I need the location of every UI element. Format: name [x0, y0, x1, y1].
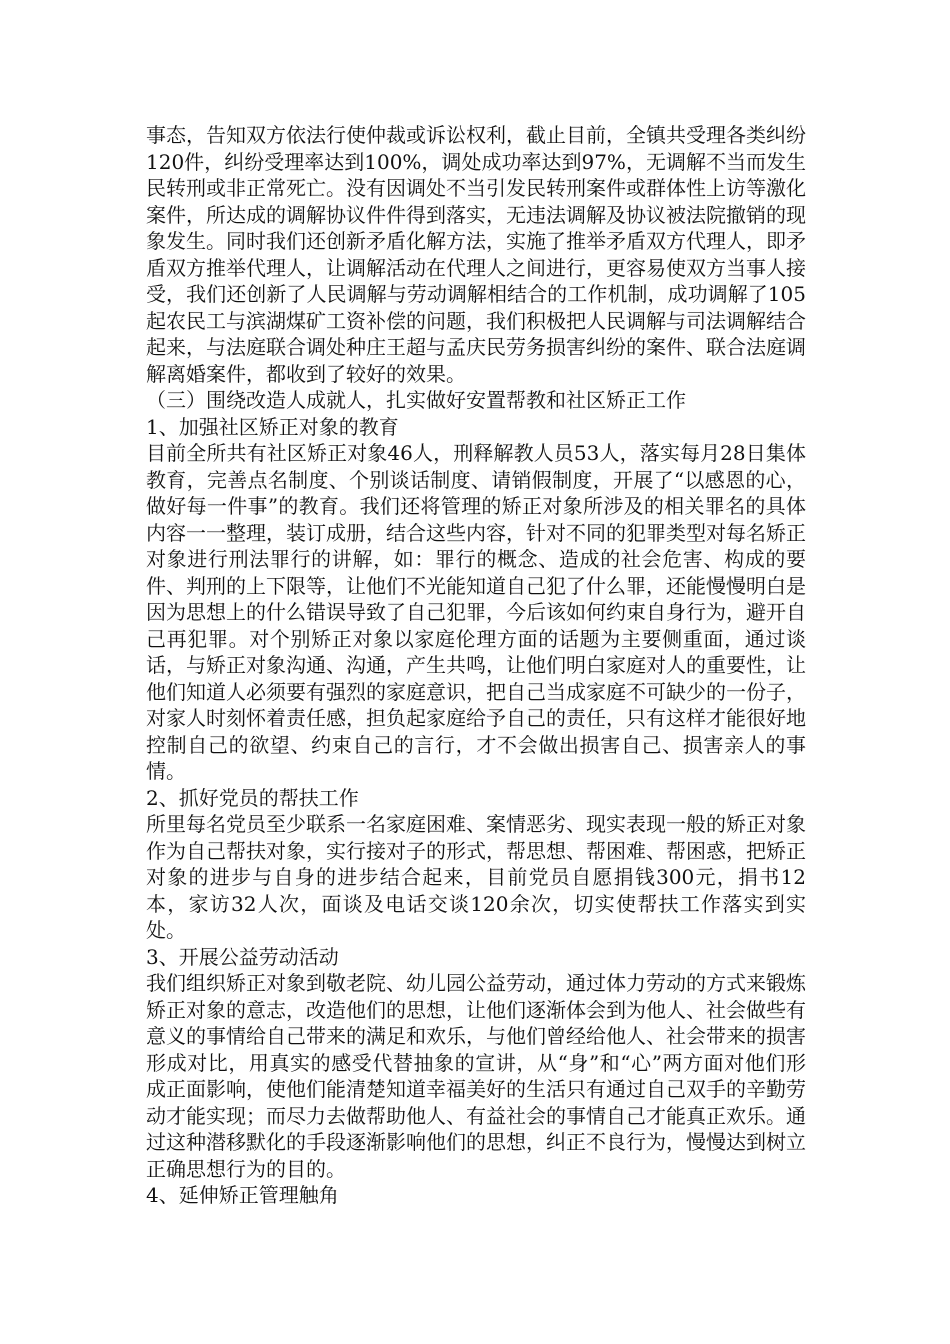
body-paragraph-3: 所里每名党员至少联系一名家庭困难、案情恶劣、现实表现一般的矫正对象作为自己帮扶对象，实行接对子的形式，帮思想、帮困难、帮困惑，把矫正对象的进步与自身的进步结合起来，目前党员自愿捐钱300元，捐书12本，家访32人次，面谈及电话交谈120余次，切实使帮扶工作落实到实处。 [146, 812, 806, 942]
body-paragraph-1: 事态，告知双方依法行使仲裁或诉讼权利，截止目前，全镇共受理各类纠纷120件，纠纷受理率达到100%，调处成功率达到97%，无调解不当而发生民转刑或非正常死亡。没有因调处不当引发民转刑案件或群体性上访等激化案件，所达成的调解协议件件得到落实，无违法调解及协议被法院撤销的现象发生。同时我们还创新矛盾化解方法，实施了推举矛盾双方代理人，即矛盾双方推举代理人，让调解活动在代理人之间进行，更容易使双方当事人接受，我们还创新了人民调解与劳动调解相结合的工作机制，成功调解了105起农民工与滨湖煤矿工资补偿的问题，我们积极把人民调解与司法调解结合起来，与法庭联合调处种庄王超与孟庆民劳务损害纠纷的案件、联合法庭调解离婚案件，都收到了较好的效果。 [146, 123, 806, 386]
body-paragraph-4: 我们组织矫正对象到敬老院、幼儿园公益劳动，通过体力劳动的方式来锻炼矫正对象的意志，改造他们的思想，让他们逐渐体会到为他人、社会做些有意义的事情给自己带来的满足和欢乐，与他们曾经给他人、社会带来的损害形成对比，用真实的感受代替抽象的宣讲，从“身”和“心”两方面对他们形成正面影响，使他们能清楚知道幸福美好的生活只有通过自己双手的辛勤劳动才能实现；而尽力去做帮助他人、有益社会的事情自己才能真正欢乐。通过这种潜移默化的手段逐渐影响他们的思想，纠正不良行为，慢慢达到树立正确思想行为的目的。 [146, 971, 806, 1181]
subheading-4: 4、延伸矫正管理触角 [146, 1183, 339, 1207]
document-page [146, 122, 806, 1209]
body-paragraph-2: 目前全所共有社区矫正对象46人，刑释解教人员53人，落实每月28日集体教育，完善点名制度、个别谈话制度、请销假制度，开展了“以感恩的心，做好每一件事”的教育。我们还将管理的矫正对象所涉及的相关罪名的具体内容一一整理，装订成册，结合这些内容，针对不同的犯罪类型对每名矫正对象进行刑法罪行的讲解，如：罪行的概念、造成的社会危害、构成的要件、判刑的上下限等，让他们不光能知道自己犯了什么罪，还能慢慢明白是因为思想上的什么错误导致了自己犯罪，今后该如何约束自身行为，避开自己再犯罪。对个别矫正对象以家庭伦理方面的话题为主要侧重面，通过谈话，与矫正对象沟通、沟通，产生共鸣，让他们明白家庭对人的重要性，让他们知道人必须要有强烈的家庭意识，把自己当成家庭不可缺少的一份子，对家人时刻怀着责任感，担负起家庭给予自己的责任，只有这样才能很好地控制自己的欲望、约束自己的言行，才不会做出损害自己、损害亲人的事情。 [146, 441, 806, 783]
section-heading-3: （三）围绕改造人成就人，扎实做好安置帮教和社区矫正工作 [146, 388, 686, 412]
subheading-3: 3、开展公益劳动活动 [146, 944, 339, 969]
subheading-1: 1、加强社区矫正对象的教育 [146, 414, 399, 439]
subheading-2: 2、抓好党员的帮扶工作 [146, 785, 359, 810]
